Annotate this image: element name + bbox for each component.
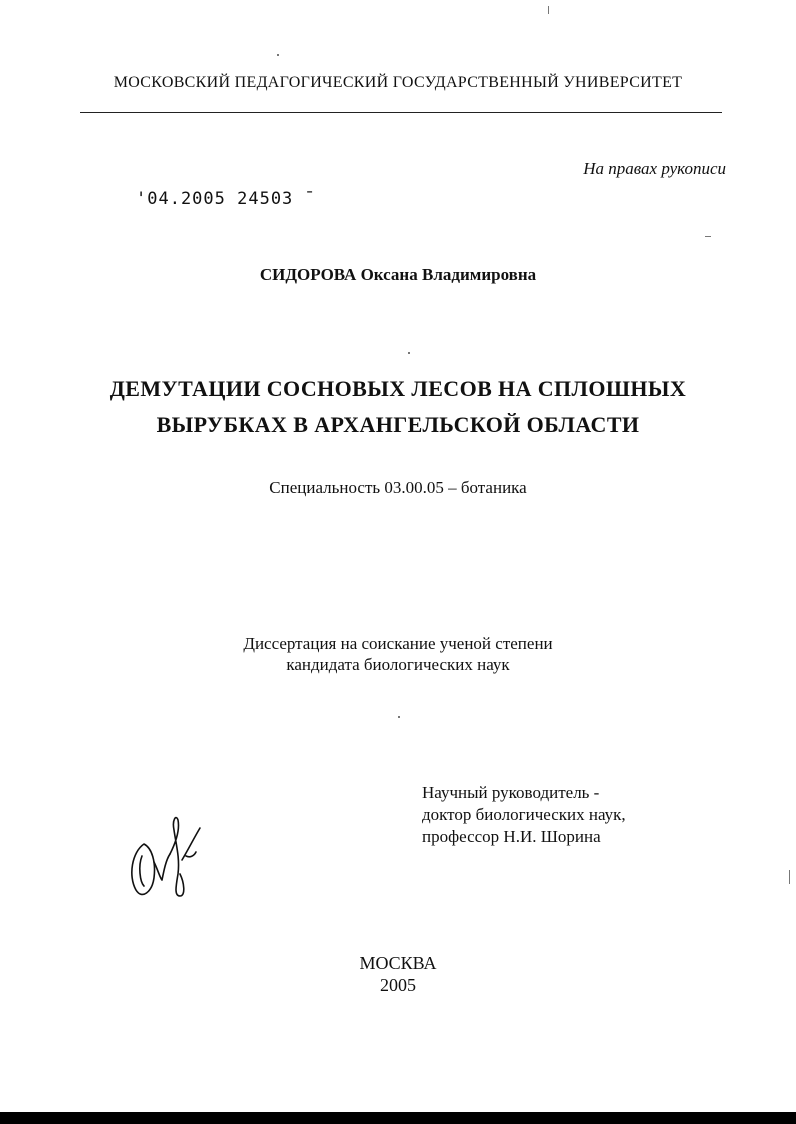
city-year-block (0, 952, 796, 996)
title-line-1: ДЕМУТАЦИИ СОСНОВЫХ ЛЕСОВ НА СПЛОШНЫХ (109, 376, 687, 401)
scan-speck (398, 716, 400, 718)
university-name: МОСКОВСКИЙ ПЕДАГОГИЧЕСКИЙ ГОСУДАРСТВЕННЫЙ УНИВЕРСИТЕТ (113, 74, 683, 91)
scan-speck (789, 870, 790, 884)
degree-line-2: кандидата биологических наук (286, 655, 510, 674)
registration-stamp: '04.2005 24503 ˉ (136, 189, 316, 209)
title-line-2: ВЫРУБКАХ В АРХАНГЕЛЬСКОЙ ОБЛАСТИ (156, 412, 640, 437)
dissertation-title (0, 371, 796, 443)
manuscript-note: На правах рукописи (583, 159, 726, 178)
scan-speck (277, 54, 279, 56)
supervisor-line-1: Научный руководитель - (422, 783, 600, 802)
supervisor-line-3: профессор Н.И. Шорина (422, 827, 601, 846)
degree-line-1: Диссертация на соискание ученой степени (243, 634, 553, 653)
scan-speck (705, 236, 711, 237)
scientific-supervisor (422, 782, 626, 848)
handwritten-signature (124, 812, 214, 902)
scan-edge-bar (0, 1112, 796, 1124)
specialty-line: Специальность 03.00.05 – ботаника (269, 478, 527, 497)
degree-statement (0, 633, 796, 675)
city: МОСКВА (359, 953, 437, 973)
supervisor-line-2: доктор биологических наук, (422, 805, 626, 824)
author-name: СИДОРОВА Оксана Владимировна (259, 265, 537, 284)
scan-speck (408, 352, 410, 354)
scan-speck (548, 6, 549, 14)
header-divider (80, 112, 722, 113)
year: 2005 (380, 975, 416, 995)
